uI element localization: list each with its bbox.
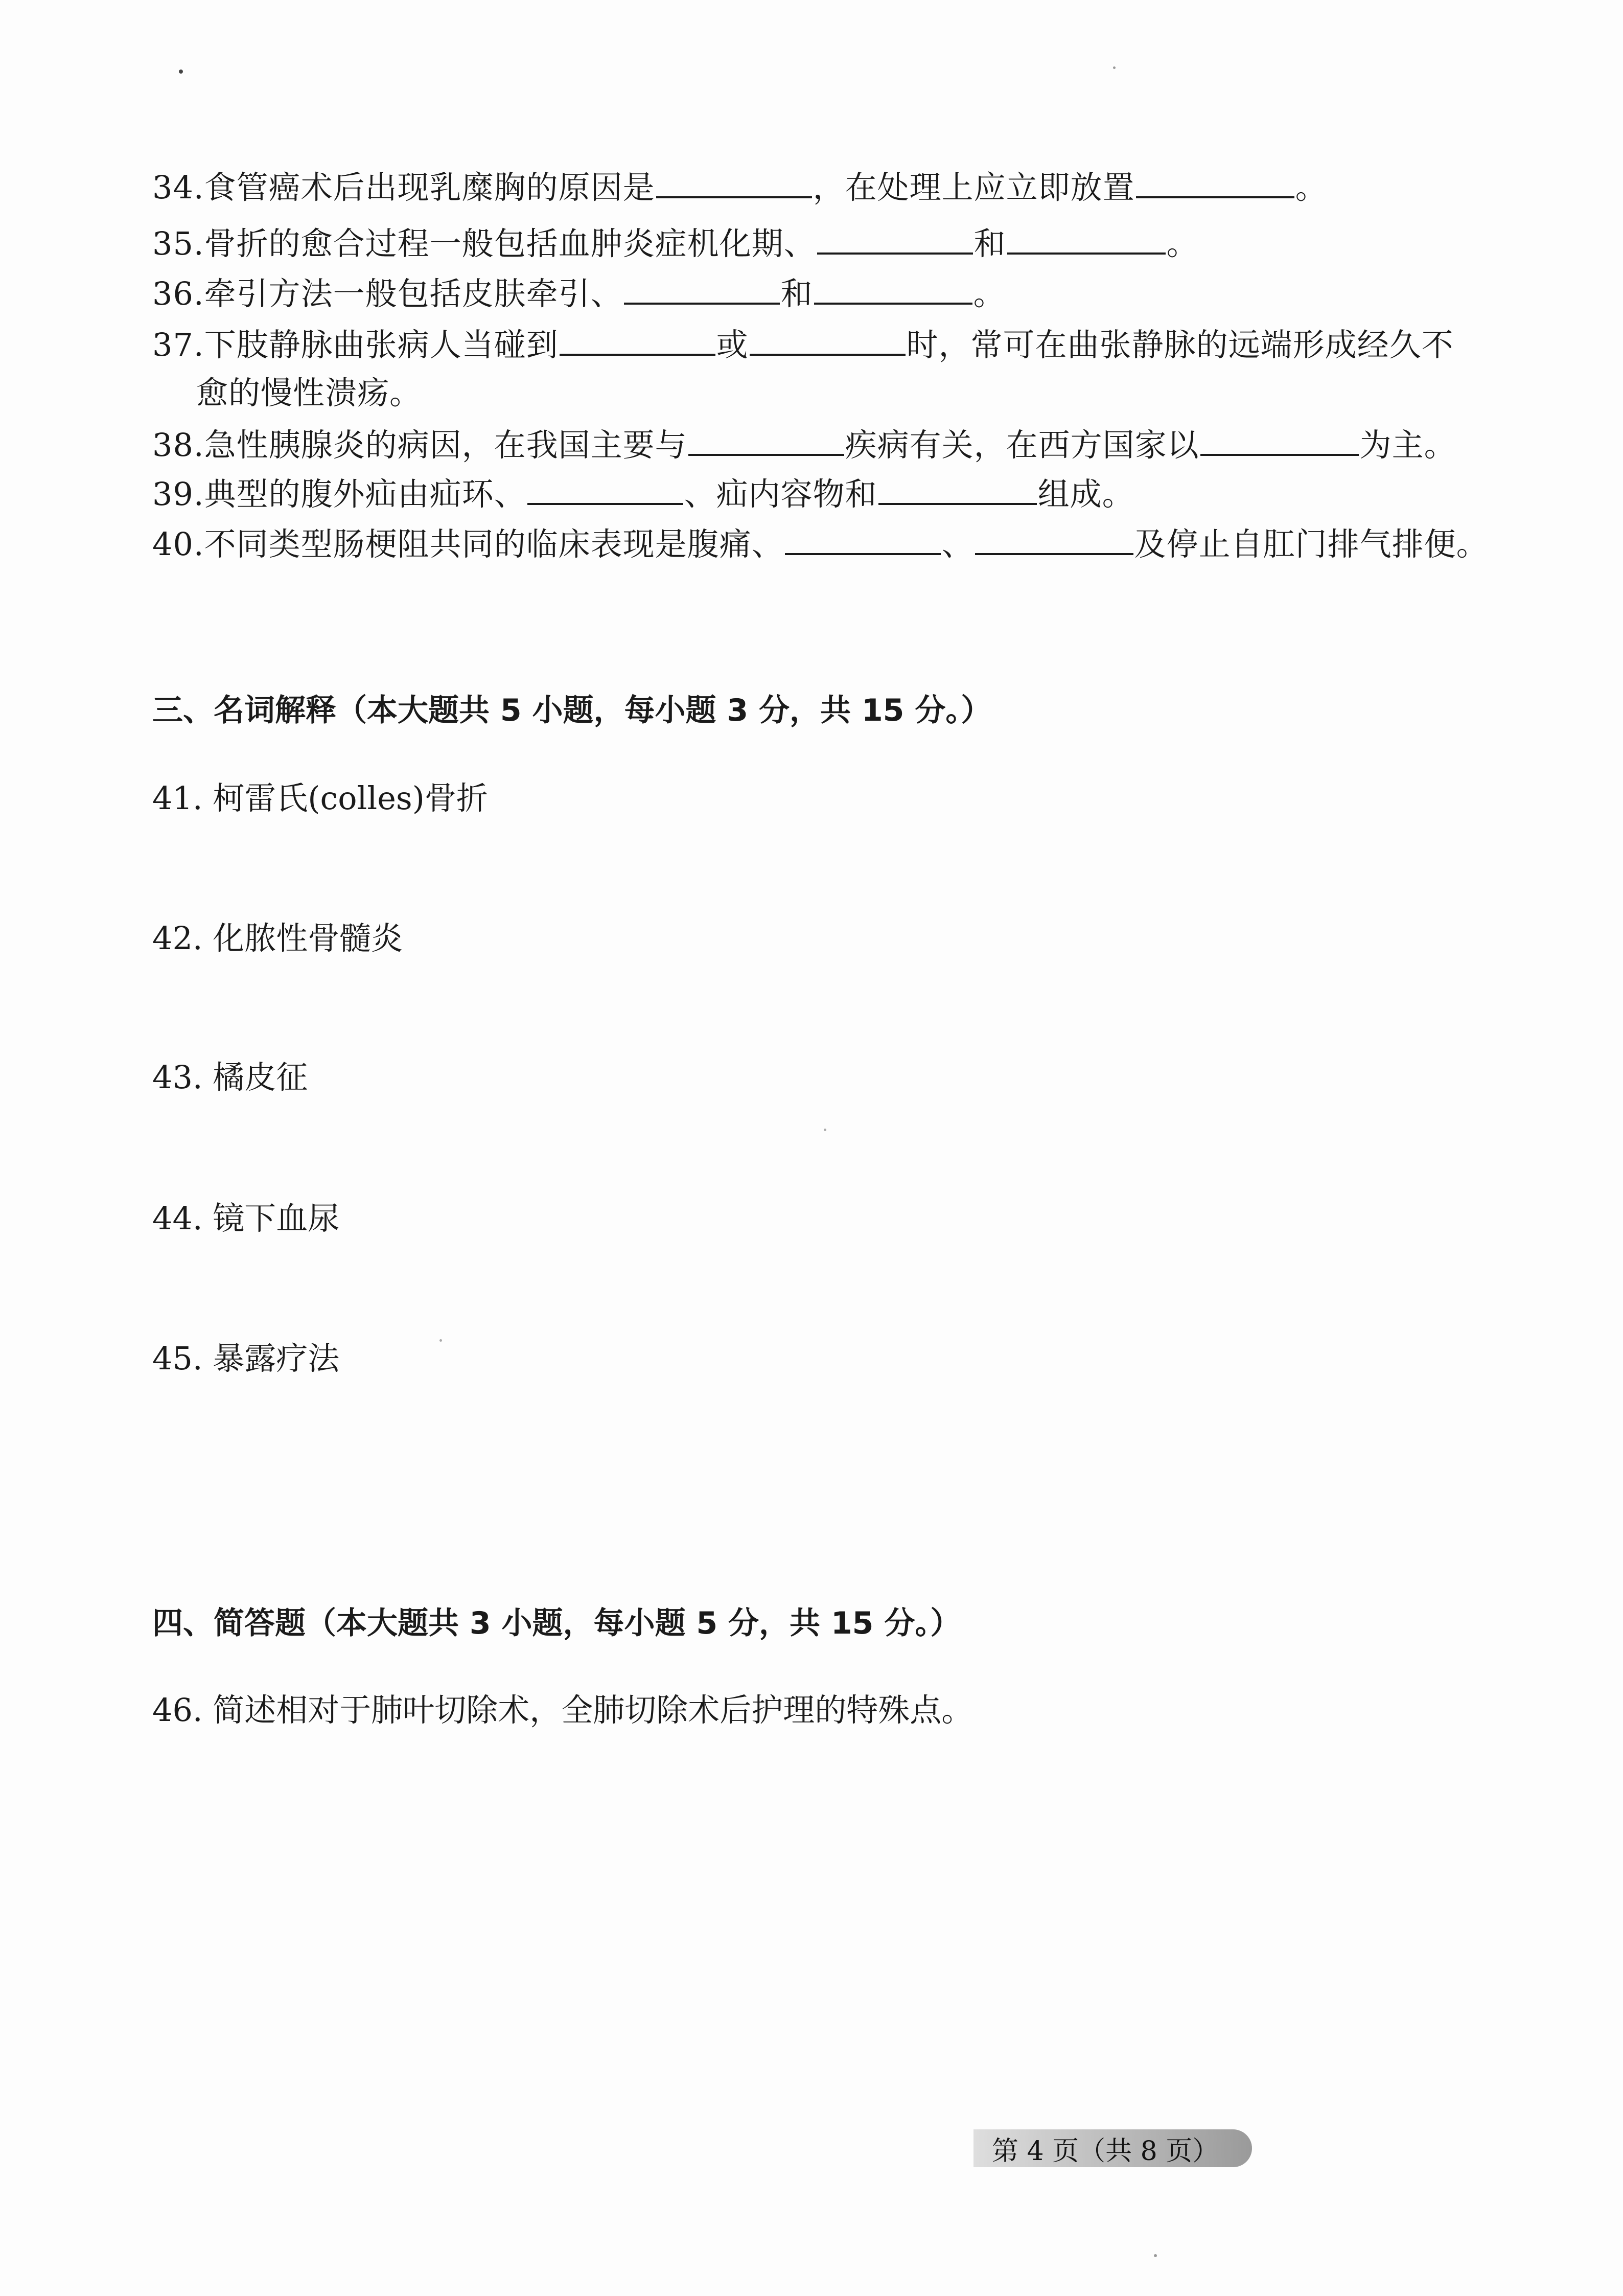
answer-blank[interactable] <box>1200 425 1359 456</box>
question-36 <box>152 269 1006 319</box>
page-indicator-label: 第 4 页（共 8 页） <box>992 2136 1219 2167</box>
page-indicator <box>973 2129 1252 2167</box>
question-text: 牵引方法一般包括皮肤牵引、 <box>204 275 623 312</box>
answer-blank[interactable] <box>878 474 1037 505</box>
question-text: 时，常可在曲张静脉的远端形成经久不 <box>906 326 1454 363</box>
answer-blank[interactable] <box>527 474 683 505</box>
question-number: 34. <box>152 169 204 206</box>
answer-blank[interactable] <box>814 274 972 305</box>
answer-blank[interactable] <box>750 325 906 356</box>
answer-blank[interactable] <box>785 524 941 555</box>
answer-blank[interactable] <box>1007 224 1166 255</box>
term-45: 45. 暴露疗法 <box>152 1340 340 1377</box>
term-44: 44. 镜下血尿 <box>152 1200 340 1237</box>
question-text: 急性胰腺炎的病因，在我国主要与 <box>204 426 687 464</box>
section-4-heading: 四、简答题（本大题共 3 小题，每小题 5 分，共 15 分。） <box>152 1605 961 1641</box>
question-34 <box>152 163 1328 213</box>
scan-speck <box>1154 2254 1157 2257</box>
question-number: 39. <box>152 475 204 513</box>
question-text: 。 <box>973 275 1006 312</box>
question-number: 36. <box>152 275 204 312</box>
question-text: 或 <box>716 326 749 363</box>
answer-blank[interactable] <box>560 325 715 356</box>
question-38 <box>152 420 1456 470</box>
question-39 <box>152 469 1134 519</box>
question-text: 和 <box>780 275 813 312</box>
question-text: 典型的腹外疝由疝环、 <box>204 475 526 513</box>
answer-blank[interactable] <box>817 224 973 255</box>
answer-blank[interactable] <box>656 168 812 198</box>
scan-speck <box>439 1339 442 1342</box>
question-text: 为主。 <box>1359 426 1456 464</box>
question-number: 38. <box>152 426 204 464</box>
question-number: 40. <box>152 525 204 563</box>
question-text: 、疝内容物和 <box>684 475 877 513</box>
question-text: 组成。 <box>1037 475 1134 513</box>
question-35 <box>152 219 1199 269</box>
question-number: 37. <box>152 326 204 363</box>
term-42: 42. 化脓性骨髓炎 <box>152 920 403 957</box>
question-40 <box>152 519 1489 569</box>
question-number: 35. <box>152 225 204 262</box>
answer-blank[interactable] <box>624 274 780 305</box>
question-37-continuation: 愈的慢性溃疡。 <box>196 374 422 411</box>
question-46: 46. 简述相对于肺叶切除术，全肺切除术后护理的特殊点。 <box>152 1691 973 1729</box>
question-text: 食管癌术后出现乳糜胸的原因是 <box>204 169 655 206</box>
question-text: 不同类型肠梗阻共同的临床表现是腹痛、 <box>204 525 784 563</box>
answer-blank[interactable] <box>688 425 844 456</box>
scan-speck <box>179 70 183 74</box>
term-41: 41. 柯雷氏(colles)骨折 <box>152 779 488 817</box>
question-text: 下肢静脉曲张病人当碰到 <box>204 326 559 363</box>
scan-speck <box>1113 66 1116 69</box>
question-text: 疾病有关，在西方国家以 <box>845 426 1199 464</box>
term-43: 43. 橘皮征 <box>152 1059 308 1096</box>
question-text: 和 <box>973 225 1006 262</box>
answer-blank[interactable] <box>1136 168 1294 198</box>
question-text: 、 <box>941 525 974 563</box>
scan-speck <box>824 1129 826 1131</box>
question-text: 。 <box>1295 169 1328 206</box>
question-text: ，在处理上应立即放置 <box>813 169 1135 206</box>
question-text: 及停止自肛门排气排便。 <box>1134 525 1489 563</box>
question-text: 。 <box>1166 225 1199 262</box>
section-3-heading: 三、名词解释（本大题共 5 小题，每小题 3 分，共 15 分。） <box>152 693 992 728</box>
answer-blank[interactable] <box>975 524 1133 555</box>
question-37 <box>152 320 1454 370</box>
question-text: 骨折的愈合过程一般包括血肿炎症机化期、 <box>204 225 816 262</box>
